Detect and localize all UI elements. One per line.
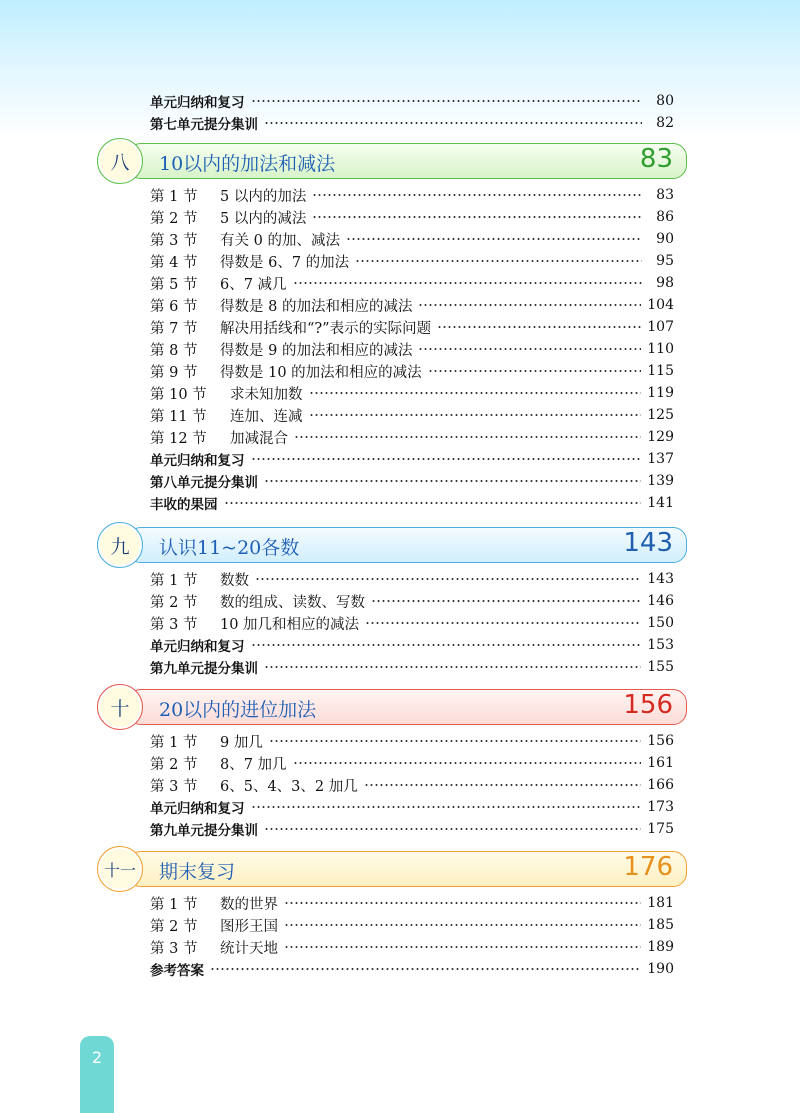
entry-page: 107: [647, 319, 674, 335]
chapter-title: 20以内的进位加法: [159, 699, 317, 721]
entry-page: 175: [647, 821, 674, 837]
entry-title: 10 加几和相应的减法: [220, 616, 360, 633]
entry-page: 190: [647, 961, 674, 977]
leader-dots: [312, 194, 642, 196]
entry-title: 5 以内的减法: [220, 210, 307, 227]
chapter-header-11[interactable]: [97, 846, 687, 890]
entry-page: 125: [647, 407, 674, 423]
toc-entry[interactable]: [150, 568, 674, 590]
leader-dots: [251, 644, 642, 646]
leader-dots: [428, 370, 642, 372]
entry-title: 第九单元提分集训: [150, 823, 258, 839]
toc-entry[interactable]: [150, 774, 674, 796]
entry-section: 第 2 节: [150, 210, 198, 227]
entry-title: 连加、连减: [230, 408, 303, 425]
toc-entry[interactable]: [150, 448, 674, 470]
entry-title: 单元归纳和复习: [150, 639, 245, 655]
leader-dots: [251, 806, 642, 808]
entry-page: 146: [647, 593, 674, 609]
leader-dots: [309, 414, 642, 416]
leader-dots: [355, 260, 642, 262]
chapter-title: 认识11~20各数: [159, 537, 300, 559]
chapter-header-9[interactable]: [97, 522, 687, 566]
toc-entry[interactable]: [150, 730, 674, 752]
entry-title: 解决用括线和“?”表示的实际问题: [220, 320, 432, 337]
leader-dots: [255, 578, 641, 580]
entry-page: 129: [647, 429, 674, 445]
entry-page: 80: [656, 93, 674, 109]
entry-page: 189: [647, 939, 674, 955]
entry-section: 第 3 节: [150, 232, 198, 249]
entry-page: 137: [647, 451, 674, 467]
entry-title: 第九单元提分集训: [150, 661, 258, 677]
chapter-number-badge: 八: [97, 138, 143, 184]
entry-title: 9 加几: [220, 734, 263, 751]
entry-page: 173: [647, 799, 674, 815]
entry-title: 单元归纳和复习: [150, 801, 245, 817]
entry-title: 图形王国: [220, 918, 278, 935]
toc-entry[interactable]: [150, 316, 674, 338]
toc-entry[interactable]: [150, 796, 674, 818]
leader-dots: [346, 238, 642, 240]
leader-dots: [294, 436, 641, 438]
entry-title: 参考答案: [150, 963, 204, 979]
entry-section: 第 3 节: [150, 778, 198, 795]
entry-title: 得数是 8 的加法和相应的减法: [220, 298, 413, 315]
entry-title: 5 以内的加法: [220, 188, 307, 205]
toc-entry[interactable]: [150, 382, 674, 404]
chapter-page: 176: [623, 852, 673, 882]
page-number-tab: [80, 1036, 114, 1113]
entry-section: 第 1 节: [150, 734, 198, 751]
toc-entry[interactable]: [150, 590, 674, 612]
chapter-number-badge: 十: [97, 684, 143, 730]
entry-title: 加减混合: [230, 430, 288, 447]
entry-title: 数的世界: [220, 896, 278, 913]
leader-dots: [284, 902, 641, 904]
leader-dots: [210, 968, 641, 970]
entry-section: 第 11 节: [150, 408, 207, 425]
toc-entry[interactable]: [150, 958, 674, 980]
chapter-title: 期末复习: [159, 861, 236, 883]
leader-dots: [365, 622, 641, 624]
toc-entry[interactable]: [150, 752, 674, 774]
entry-page: 153: [647, 637, 674, 653]
leader-dots: [264, 122, 642, 124]
entry-page: 181: [647, 895, 674, 911]
entry-section: 第 2 节: [150, 756, 198, 773]
toc-entry[interactable]: [150, 634, 674, 656]
chapter-page: 83: [639, 144, 673, 174]
leader-dots: [251, 100, 643, 102]
entry-page: 141: [647, 495, 674, 511]
leader-dots: [264, 666, 641, 668]
leader-dots: [284, 924, 641, 926]
entry-page: 110: [647, 341, 674, 357]
toc-entry[interactable]: [150, 470, 674, 492]
entry-section: 第 2 节: [150, 918, 198, 935]
leader-dots: [312, 216, 642, 218]
chapter-header-8[interactable]: [97, 138, 687, 182]
leader-dots: [437, 326, 641, 328]
entry-page: 119: [647, 385, 674, 401]
entry-section: 第 3 节: [150, 616, 198, 633]
toc-entry[interactable]: [150, 492, 674, 514]
entry-title: 6、5、4、3、2 加几: [220, 778, 358, 795]
entry-section: 第 10 节: [150, 386, 207, 403]
entry-page: 86: [656, 209, 674, 225]
entry-section: 第 2 节: [150, 594, 198, 611]
entry-page: 115: [647, 363, 674, 379]
toc-entry[interactable]: [150, 656, 674, 678]
toc-entry[interactable]: [150, 936, 674, 958]
leader-dots: [309, 392, 642, 394]
toc-entry[interactable]: [150, 892, 674, 914]
entry-title: 数的组成、读数、写数: [220, 594, 365, 611]
leader-dots: [371, 600, 641, 602]
entry-section: 第 1 节: [150, 188, 198, 205]
entry-page: 185: [647, 917, 674, 933]
entry-page: 98: [656, 275, 674, 291]
entry-page: 143: [647, 571, 674, 587]
toc-entry[interactable]: [150, 426, 674, 448]
leader-dots: [418, 348, 641, 350]
leader-dots: [284, 946, 641, 948]
entry-title: 第七单元提分集训: [150, 117, 258, 133]
entry-section: 第 12 节: [150, 430, 207, 447]
entry-title: 得数是 6、7 的加法: [220, 254, 350, 271]
entry-section: 第 1 节: [150, 572, 198, 589]
toc-entry[interactable]: [150, 250, 674, 272]
entry-section: 第 5 节: [150, 276, 198, 293]
entry-section: 第 4 节: [150, 254, 198, 271]
chapter-number-badge: 十一: [97, 846, 143, 892]
entry-title: 有关 0 的加、减法: [220, 232, 340, 249]
chapter-title: 10以内的加法和减法: [159, 153, 336, 175]
toc-entry[interactable]: [150, 404, 674, 426]
entry-page: 150: [647, 615, 674, 631]
entry-section: 第 1 节: [150, 896, 198, 913]
entry-section: 第 7 节: [150, 320, 198, 337]
toc-entry[interactable]: [150, 818, 674, 840]
leader-dots: [264, 480, 641, 482]
entry-page: 156: [647, 733, 674, 749]
toc-entry[interactable]: [150, 914, 674, 936]
page-number: 2: [91, 1048, 103, 1067]
entry-title: 6、7 减几: [220, 276, 287, 293]
toc-entry[interactable]: [150, 294, 674, 316]
entry-page: 104: [647, 297, 674, 313]
leader-dots: [269, 740, 641, 742]
entry-page: 82: [656, 115, 674, 131]
entry-section: 第 9 节: [150, 364, 198, 381]
entry-title: 得数是 9 的加法和相应的减法: [220, 342, 413, 359]
entry-page: 155: [647, 659, 674, 675]
leader-dots: [293, 282, 642, 284]
entry-title: 单元归纳和复习: [150, 95, 245, 111]
chapter-page: 143: [623, 528, 673, 558]
entry-title: 统计天地: [220, 940, 278, 957]
entry-title: 丰收的果园: [150, 497, 218, 513]
entry-title: 8、7 加几: [220, 756, 287, 773]
toc-entry[interactable]: [150, 90, 674, 112]
entry-page: 139: [647, 473, 674, 489]
entry-page: 166: [647, 777, 674, 793]
entry-title: 得数是 10 的加法和相应的减法: [220, 364, 422, 381]
entry-section: 第 6 节: [150, 298, 198, 315]
toc-entry[interactable]: [150, 184, 674, 206]
chapter-page: 156: [623, 690, 673, 720]
entry-page: 161: [647, 755, 674, 771]
entry-title: 求未知加数: [230, 386, 303, 403]
entry-section: 第 8 节: [150, 342, 198, 359]
toc-entry[interactable]: [150, 272, 674, 294]
entry-page: 90: [656, 231, 674, 247]
entry-title: 数数: [220, 572, 249, 589]
leader-dots: [364, 784, 642, 786]
leader-dots: [418, 304, 641, 306]
toc-entry[interactable]: [150, 360, 674, 382]
toc-entry[interactable]: [150, 206, 674, 228]
entry-page: 95: [656, 253, 674, 269]
leader-dots: [251, 458, 642, 460]
entry-title: 单元归纳和复习: [150, 453, 245, 469]
chapter-header-10[interactable]: [97, 684, 687, 728]
leader-dots: [264, 828, 641, 830]
entry-page: 83: [656, 187, 674, 203]
toc-entry[interactable]: [150, 228, 674, 250]
chapter-number-badge: 九: [97, 522, 143, 568]
toc-entry[interactable]: [150, 338, 674, 360]
leader-dots: [224, 502, 642, 504]
leader-dots: [293, 762, 642, 764]
entry-section: 第 3 节: [150, 940, 198, 957]
toc-entry[interactable]: [150, 112, 674, 134]
entry-title: 第八单元提分集训: [150, 475, 258, 491]
toc-entry[interactable]: [150, 612, 674, 634]
